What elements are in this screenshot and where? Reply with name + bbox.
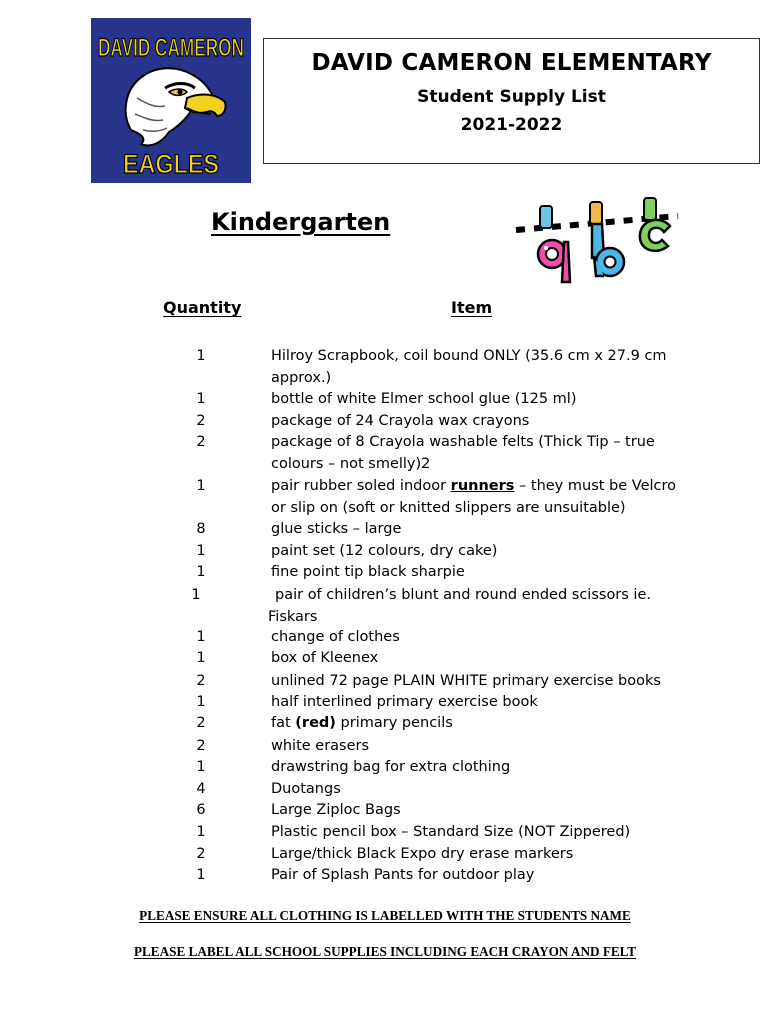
item-column-header: Item bbox=[451, 298, 493, 317]
red-emphasis: (red) bbox=[295, 715, 336, 731]
item-description: package of 8 Crayola washable felts (Thick Tip – true colours – not smelly)2 bbox=[271, 434, 655, 472]
item-description: half interlined primary exercise book bbox=[271, 694, 538, 710]
item-description: Large/thick Black Expo dry erase markers bbox=[271, 846, 574, 862]
item-description: glue sticks – large bbox=[271, 521, 402, 537]
item-description: fine point tip black sharpie bbox=[271, 564, 465, 580]
item-quantity: 1 bbox=[196, 391, 206, 407]
item-description: box of Kleenex bbox=[271, 650, 379, 666]
abc-letters-icon bbox=[512, 196, 684, 292]
logo-bottom-text: EAGLES bbox=[123, 149, 219, 179]
school-logo bbox=[91, 18, 251, 183]
item-quantity: 6 bbox=[196, 802, 206, 818]
item-quantity: 2 bbox=[196, 434, 206, 450]
item-quantity: 2 bbox=[196, 673, 206, 689]
item-quantity: 2 bbox=[196, 413, 206, 429]
item-quantity: 4 bbox=[196, 781, 206, 797]
item-description: Pair of Splash Pants for outdoor play bbox=[271, 867, 535, 883]
item-quantity: 1 bbox=[196, 543, 206, 559]
list-title: Student Supply List bbox=[417, 87, 606, 107]
item-description: change of clothes bbox=[271, 629, 400, 645]
item-quantity: 1 bbox=[191, 587, 201, 603]
item-description: package of 24 Crayola wax crayons bbox=[271, 413, 530, 429]
item-quantity: 1 bbox=[196, 650, 206, 666]
item-description: pair of children’s blunt and round ended scissors ie. Fiskars bbox=[268, 587, 651, 625]
item-description: Duotangs bbox=[271, 781, 341, 797]
school-name: DAVID CAMERON ELEMENTARY bbox=[311, 50, 712, 76]
item-quantity: 1 bbox=[196, 867, 206, 883]
item-quantity: 1 bbox=[196, 824, 206, 840]
item-description: paint set (12 colours, dry cake) bbox=[271, 543, 498, 559]
item-quantity: 1 bbox=[196, 694, 206, 710]
item-description: pair rubber soled indoor runners – they must be Velcro or slip on (soft or knitted slippers are unsuitable) bbox=[271, 478, 677, 516]
item-quantity: 2 bbox=[196, 846, 206, 862]
grade-heading: Kindergarten bbox=[211, 208, 391, 236]
item-quantity: 8 bbox=[196, 521, 206, 537]
supplies-label-note: PLEASE LABEL ALL SCHOOL SUPPLIES INCLUDING EACH CRAYON AND FELT bbox=[133, 944, 637, 959]
item-quantity: 2 bbox=[196, 715, 206, 731]
item-description: white erasers bbox=[271, 738, 370, 754]
item-quantity: 2 bbox=[196, 738, 206, 754]
runners-emphasis: runners bbox=[450, 478, 515, 494]
item-quantity: 1 bbox=[196, 478, 206, 494]
item-description: Hilroy Scrapbook, coil bound ONLY (35.6 cm x 27.9 cm approx.) bbox=[271, 348, 667, 386]
item-quantity: 1 bbox=[196, 348, 206, 364]
school-year: 2021-2022 bbox=[460, 115, 563, 135]
item-description: Plastic pencil box – Standard Size (NOT Zippered) bbox=[271, 824, 631, 840]
quantity-column-header: Quantity bbox=[163, 298, 242, 317]
item-description: bottle of white Elmer school glue (125 ml) bbox=[271, 391, 577, 407]
item-description: fat (red) primary pencils bbox=[271, 715, 453, 731]
clothing-label-note: PLEASE ENSURE ALL CLOTHING IS LABELLED WITH THE STUDENTS NAME bbox=[139, 908, 631, 923]
item-quantity: 1 bbox=[196, 629, 206, 645]
eagle-logo-icon bbox=[91, 18, 251, 183]
title-box bbox=[263, 38, 760, 164]
item-description: Large Ziploc Bags bbox=[271, 802, 401, 818]
item-description: drawstring bag for extra clothing bbox=[271, 759, 511, 775]
logo-top-text: DAVID CAMERON bbox=[98, 34, 244, 62]
item-quantity: 1 bbox=[196, 759, 206, 775]
item-quantity: 1 bbox=[196, 564, 206, 580]
item-description: unlined 72 page PLAIN WHITE primary exercise books bbox=[271, 673, 661, 689]
